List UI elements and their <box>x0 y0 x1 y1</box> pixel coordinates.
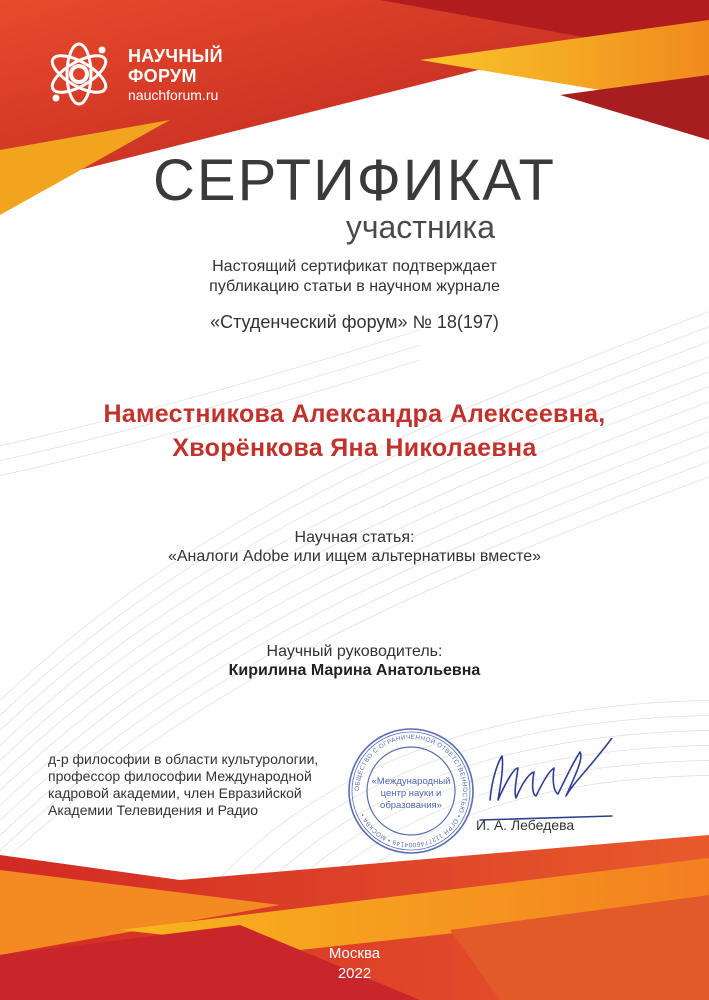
confirmation-line-1: Настоящий сертификат подтверждает <box>212 258 497 275</box>
logo-line1: НАУЧНЫЙ <box>128 46 223 66</box>
confirmation-text <box>0 257 709 297</box>
city: Москва <box>328 945 381 962</box>
year: 2022 <box>337 965 372 982</box>
stamp-center-line-1: «Международный <box>371 776 451 787</box>
article-title: «Аналоги Adobe или ищем альтернативы вместе» <box>167 548 542 565</box>
organization-stamp <box>346 726 476 856</box>
supervisor-label: Научный руководитель: <box>266 643 443 660</box>
certificate-title: СЕРТИФИКАТ <box>153 148 556 213</box>
article-label: Научная статья: <box>294 529 415 546</box>
stamp-ring-text: ОБЩЕСТВО С ОГРАНИЧЕННОЙ ОТВЕТСТВЕННОСТЬЮ • ОГРН 1127746004149 • МОСКВА • <box>353 733 469 849</box>
handwritten-signature <box>462 738 632 828</box>
journal-name: «Студенческий форум» № 18(197) <box>210 312 499 332</box>
signer-name: И. А. Лебедева <box>476 817 575 833</box>
stamp-center-line-2: центр науки и <box>380 788 442 799</box>
logo <box>44 36 254 112</box>
logo-url: nauchforum.ru <box>128 87 219 103</box>
credentials-line-1: д-р философии в области культурологии, <box>48 751 319 767</box>
certificate-subtitle: участника <box>345 209 495 245</box>
authors-line-2: Хворёнкова Яна Николаевна <box>172 434 537 462</box>
author-names <box>0 397 709 465</box>
stamp-center-line-3: образования» <box>380 800 442 811</box>
logo-text <box>128 46 223 104</box>
credentials-line-4: Академии Телевидения и Радио <box>48 802 259 818</box>
credentials-line-2: профессор философии Международной <box>48 768 312 784</box>
atom-logo-icon <box>44 36 114 112</box>
authors-line-1: Наместникова Александра Алексеевна, <box>103 400 606 428</box>
confirmation-line-2: публикацию статьи в научном журнале <box>209 278 500 295</box>
supervisor-name: Кирилина Марина Анатольевна <box>228 662 481 679</box>
logo-line2: ФОРУМ <box>128 66 197 86</box>
signatory-credentials <box>48 751 378 819</box>
credentials-line-3: кадровой академии, член Евразийской <box>48 785 302 801</box>
